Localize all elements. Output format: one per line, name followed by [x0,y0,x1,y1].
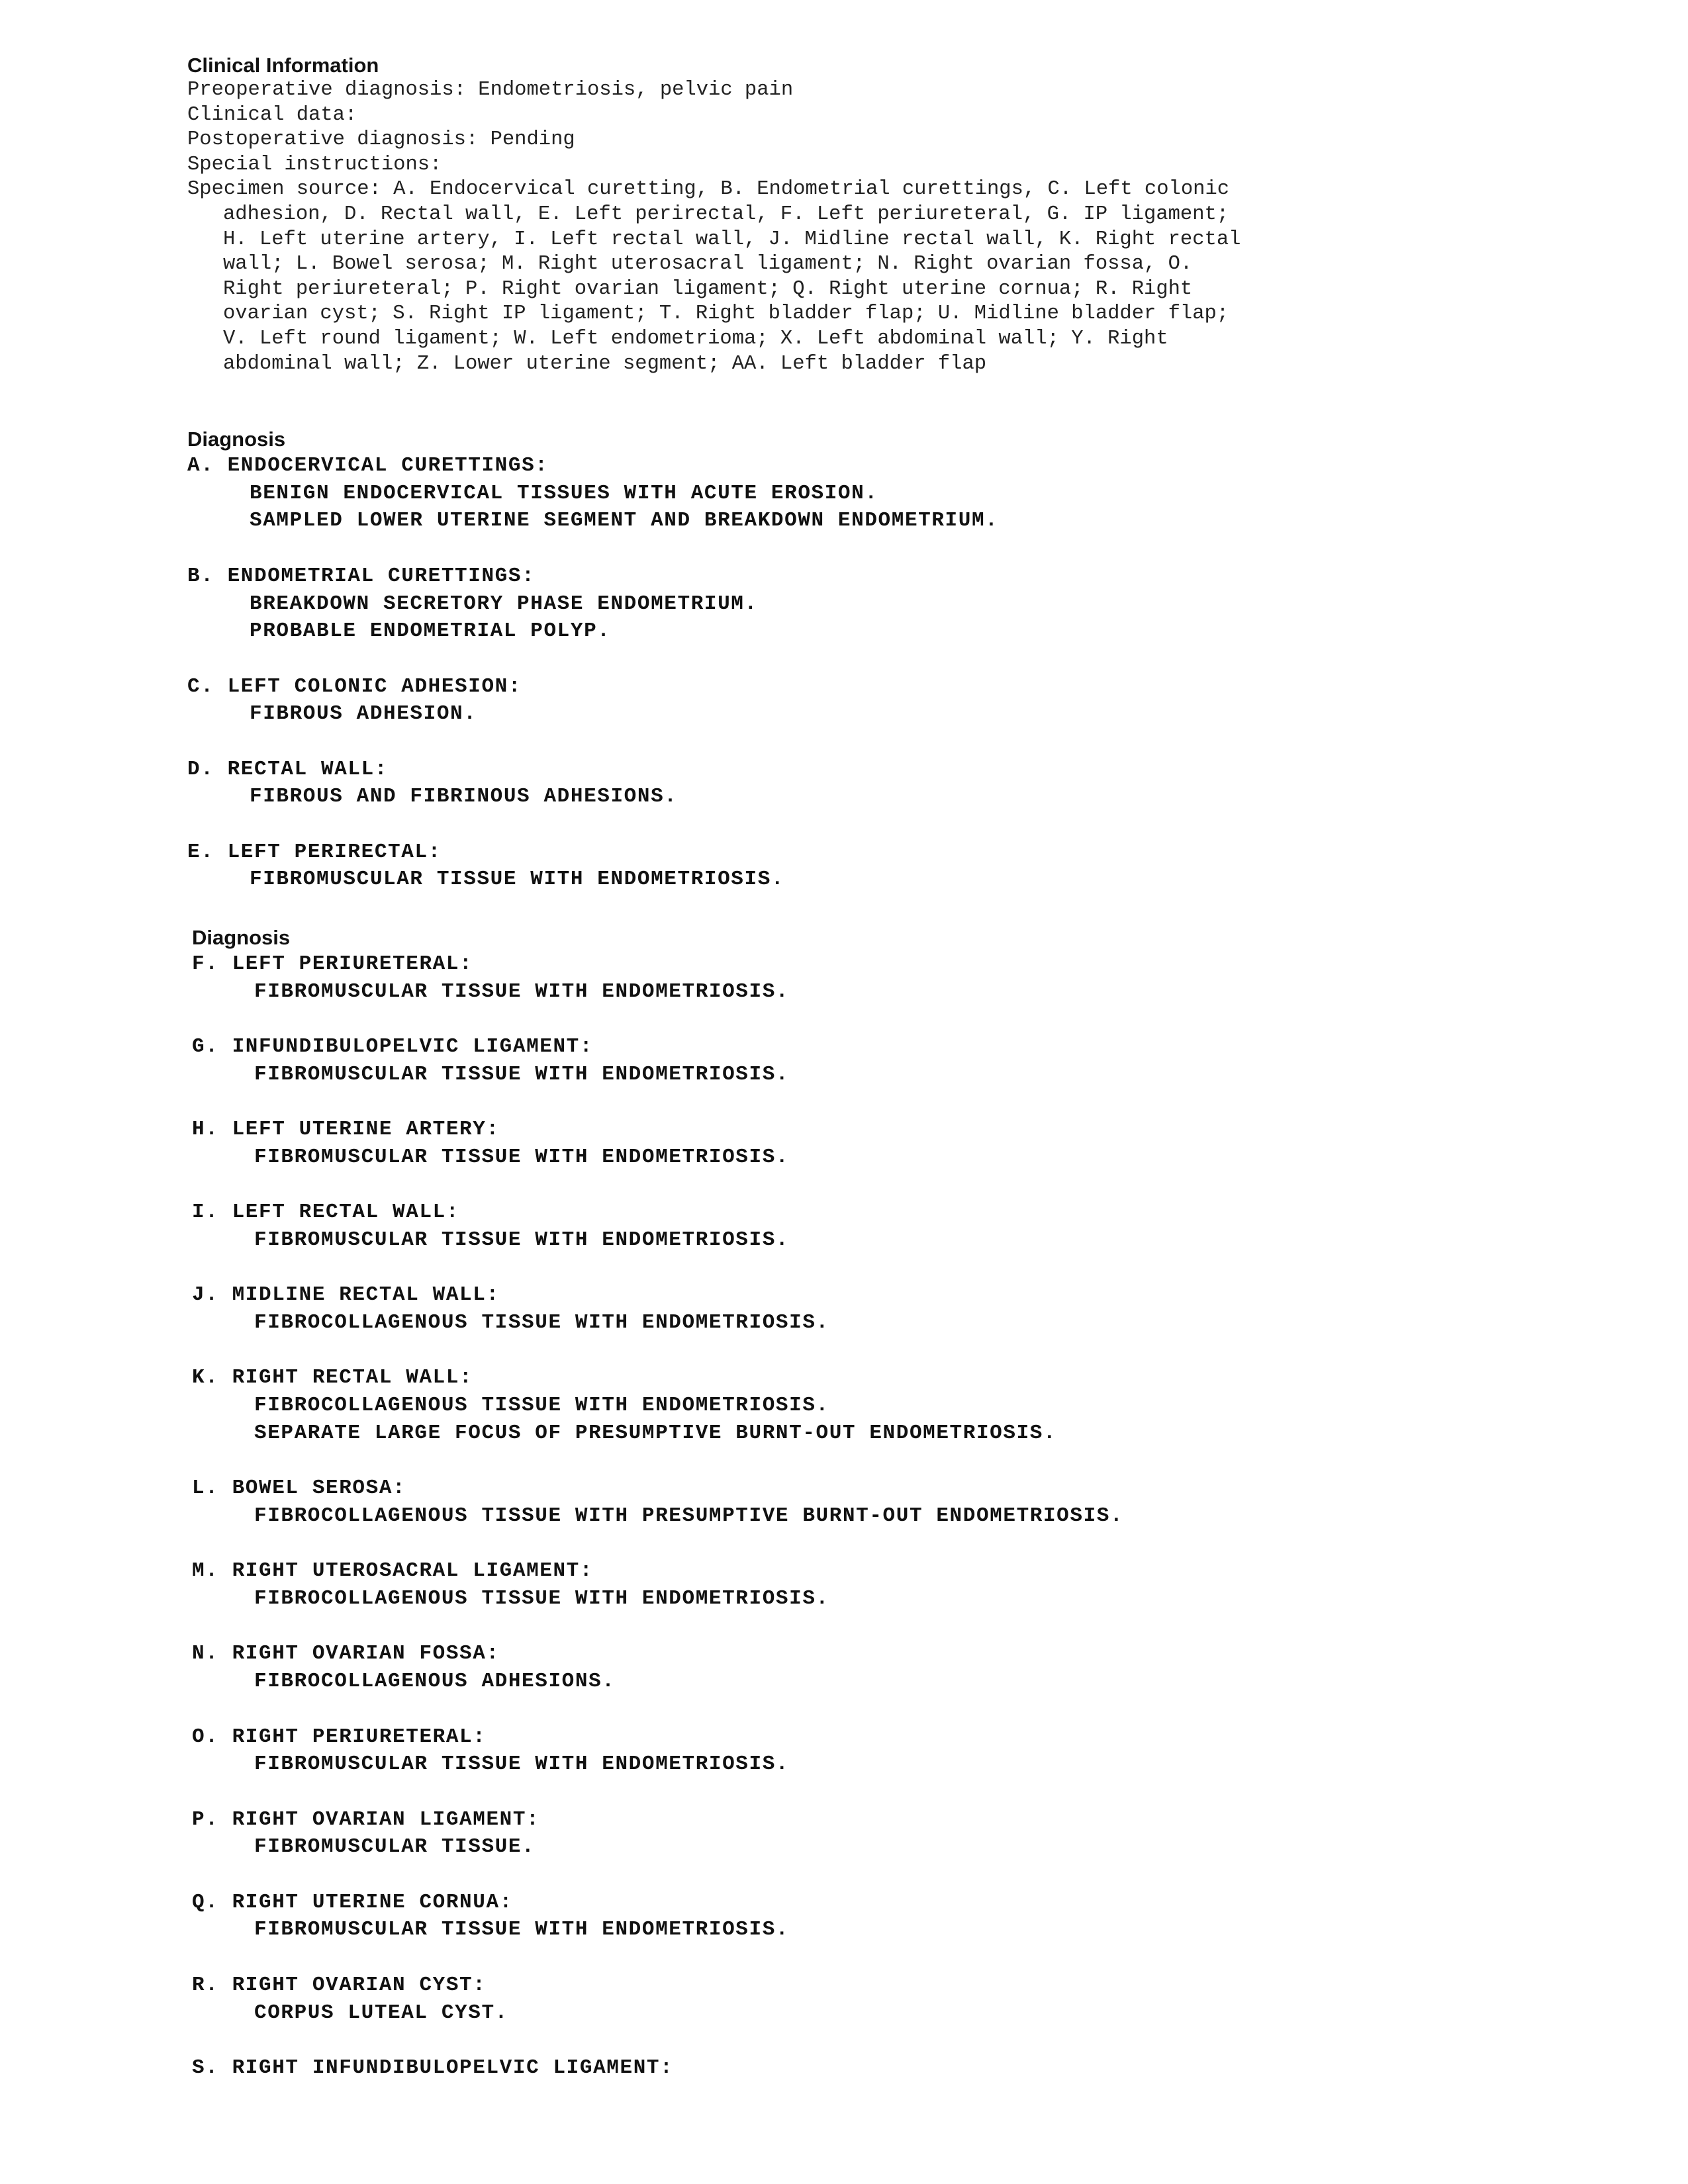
diagnosis-item-title: B. ENDOMETRIAL CURETTINGS: [187,564,536,588]
diagnosis-finding: FIBROMUSCULAR TISSUE. [254,1835,536,1859]
diagnosis-item [192,1640,1123,1695]
diagnosis-item [192,1806,1123,1861]
diagnosis-item-title: L. BOWEL SEROSA: [192,1477,406,1500]
special-instructions: Special instructions: [187,153,442,176]
diagnosis-finding: FIBROCOLLAGENOUS ADHESIONS. [254,1670,616,1694]
diagnosis-finding: FIBROMUSCULAR TISSUE WITH ENDOMETRIOSIS. [254,1752,790,1776]
clinical-data: Clinical data: [187,103,357,126]
preoperative-diagnosis: Preoperative diagnosis: Endometriosis, pelvic pain [187,79,794,101]
diagnosis-finding: FIBROMUSCULAR TISSUE WITH ENDOMETRIOSIS. [254,1918,790,1942]
diagnosis-section-1 [187,427,998,921]
postoperative-diagnosis: Postoperative diagnosis: Pending [187,128,575,152]
diagnosis-item-title: F. LEFT PERIURETERAL: [192,952,473,976]
diagnosis-finding: FIBROMUSCULAR TISSUE WITH ENDOMETRIOSIS. [254,1062,790,1086]
specimen-source: Specimen source: A. Endocervical curetting, B. Endometrial curettings, C. Left colonic adhesion, D. Rectal wall, E. Left perirectal, F. Left periureteral, G. IP ligament; H. Left uterine artery, I. Left rectal wall, J. Midline rectal wall, K. Right rectal wall; L. Bowel serosa; M. Right uterosacral ligament; N. Right ovarian fossa, O. Right periureteral; P. Right ovarian ligament; Q. Right uterine cornua; R. Right ovarian cyst; S. Right IP ligament; T. Right bladder flap; U. Midline bladder flap; V. Left round ligament; W. Left endometrioma; X. Left abdominal wall; Y. Right abdominal wall; Z. Lower uterine segment; AA. Left bladder flap [187,178,1241,375]
diagnosis-finding: BREAKDOWN SECRETORY PHASE ENDOMETRIUM. [250,592,758,615]
diagnosis-item-title: Q. RIGHT UTERINE CORNUA: [192,1890,513,1914]
diagnosis-finding: FIBROCOLLAGENOUS TISSUE WITH ENDOMETRIOSIS. [254,1394,829,1418]
diagnosis-item [192,2054,1123,2082]
diagnosis-item-title: M. RIGHT UTEROSACRAL LIGAMENT: [192,1559,594,1583]
diagnosis-item-title: K. RIGHT RECTAL WALL: [192,1366,473,1390]
diagnosis-item [187,563,998,645]
diagnosis-finding: FIBROCOLLAGENOUS TISSUE WITH PRESUMPTIVE BURNT-OUT ENDOMETRIOSIS. [254,1504,1124,1527]
diagnosis-item-title: J. MIDLINE RECTAL WALL: [192,1283,500,1307]
diagnosis-item-title: N. RIGHT OVARIAN FOSSA: [192,1642,500,1666]
diagnosis-heading: Diagnosis [187,428,286,451]
diagnosis-item-title: A. ENDOCERVICAL CURETTINGS: [187,454,549,477]
diagnosis-finding: SAMPLED LOWER UTERINE SEGMENT AND BREAKDOWN ENDOMETRIUM. [250,509,999,533]
diagnosis-heading: Diagnosis [192,926,291,949]
diagnosis-finding: SEPARATE LARGE FOCUS OF PRESUMPTIVE BURNT-OUT ENDOMETRIOSIS. [254,1421,1057,1445]
diagnosis-item-title: C. LEFT COLONIC ADHESION: [187,674,522,698]
diagnosis-item [192,1281,1123,1336]
diagnosis-item-title: R. RIGHT OVARIAN CYST: [192,1973,487,1997]
diagnosis-item-title: O. RIGHT PERIURETERAL: [192,1725,487,1749]
diagnosis-finding: PROBABLE ENDOMETRIAL POLYP. [250,619,611,643]
diagnosis-finding: FIBROCOLLAGENOUS TISSUE WITH ENDOMETRIOSIS. [254,1587,829,1611]
diagnosis-list [187,452,998,893]
diagnosis-item [192,950,1123,1005]
diagnosis-finding: FIBROMUSCULAR TISSUE WITH ENDOMETRIOSIS. [254,1228,790,1251]
diagnosis-item [192,1475,1123,1529]
clinical-information-heading: Clinical Information [187,54,379,77]
diagnosis-section-2 [192,925,1123,2109]
diagnosis-finding: FIBROMUSCULAR TISSUE WITH ENDOMETRIOSIS. [250,868,785,891]
diagnosis-item-title: E. LEFT PERIRECTAL: [187,840,442,864]
diagnosis-finding: CORPUS LUTEAL CYST. [254,2001,508,2025]
diagnosis-item-title: H. LEFT UTERINE ARTERY: [192,1118,500,1142]
diagnosis-finding: FIBROMUSCULAR TISSUE WITH ENDOMETRIOSIS. [254,979,790,1003]
diagnosis-finding: FIBROCOLLAGENOUS TISSUE WITH ENDOMETRIOSIS. [254,1311,829,1335]
diagnosis-item-title: P. RIGHT OVARIAN LIGAMENT: [192,1807,540,1831]
diagnosis-item-title: G. INFUNDIBULOPELVIC LIGAMENT: [192,1035,594,1059]
diagnosis-item [192,1557,1123,1612]
diagnosis-item-title: D. RECTAL WALL: [187,757,389,781]
diagnosis-item [187,839,998,893]
clinical-information-section [187,53,1256,377]
diagnosis-item [187,673,998,728]
diagnosis-finding: FIBROUS ADHESION. [250,702,477,726]
diagnosis-item-title: I. LEFT RECTAL WALL: [192,1201,460,1224]
diagnosis-list [192,950,1123,2082]
diagnosis-finding: BENIGN ENDOCERVICAL TISSUES WITH ACUTE EROSION. [250,481,878,505]
diagnosis-item [192,1723,1123,1778]
diagnosis-item [192,1972,1123,2026]
diagnosis-item [192,1364,1123,1447]
diagnosis-item [192,1116,1123,1171]
diagnosis-item [192,1199,1123,1253]
diagnosis-finding: FIBROMUSCULAR TISSUE WITH ENDOMETRIOSIS. [254,1145,790,1169]
diagnosis-item [187,452,998,535]
diagnosis-item [192,1889,1123,1944]
diagnosis-item [187,756,998,811]
diagnosis-item [192,1033,1123,1088]
diagnosis-item-title: S. RIGHT INFUNDIBULOPELVIC LIGAMENT: [192,2056,674,2079]
diagnosis-finding: FIBROUS AND FIBRINOUS ADHESIONS. [250,785,678,809]
